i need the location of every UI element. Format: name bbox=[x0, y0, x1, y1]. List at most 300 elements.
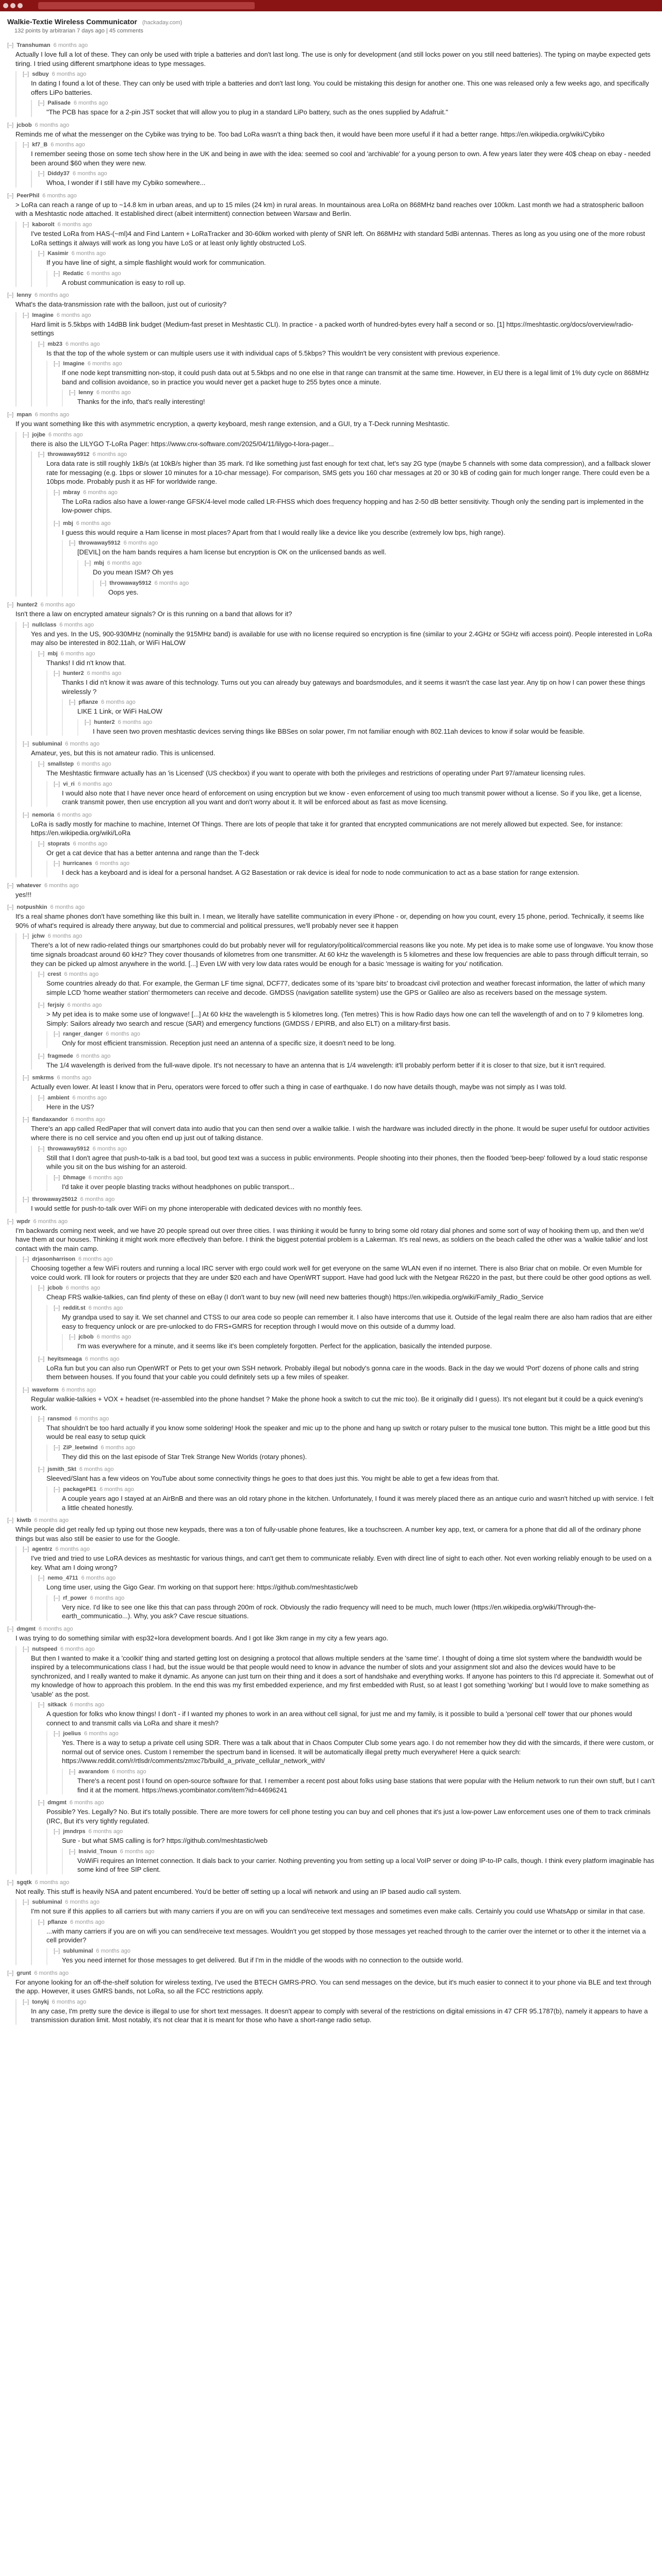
close-window-icon[interactable] bbox=[3, 3, 8, 8]
comment-author[interactable]: throwaway25012 bbox=[32, 1196, 77, 1203]
comment-replies bbox=[31, 1575, 655, 1621]
comment-text: "The PCB has space for a 2-pin JST socket that will allow you to plug in a standard LiPo battery, such as the ones supplied by Adafruit." bbox=[46, 108, 449, 116]
comment-author[interactable]: tonykj bbox=[32, 1998, 49, 2005]
collapse-toggle[interactable]: [–] bbox=[38, 1575, 45, 1582]
collapse-toggle[interactable]: [–] bbox=[23, 811, 29, 818]
comment-meta bbox=[69, 540, 655, 546]
comment-age[interactable]: 6 months ago bbox=[123, 540, 158, 547]
comment-text: Yes you need internet for those messages to get delivered. But if I'm in the middle of the woods with no connection to the outside world. bbox=[62, 1956, 464, 1964]
comment-age[interactable]: 6 months ago bbox=[65, 741, 100, 748]
comment-age[interactable]: 6 months ago bbox=[88, 1305, 123, 1312]
collapse-toggle[interactable]: [–] bbox=[54, 781, 60, 787]
comment-author[interactable]: nutspeed bbox=[32, 1646, 58, 1652]
comment-age[interactable]: 6 months ago bbox=[90, 1595, 125, 1601]
comment-author[interactable]: mpan bbox=[16, 412, 32, 418]
comment-author[interactable]: fragmede bbox=[47, 1053, 73, 1059]
comment-age[interactable]: 6 months ago bbox=[38, 1625, 73, 1632]
comment bbox=[7, 883, 655, 900]
collapse-toggle[interactable]: [–] bbox=[38, 1800, 45, 1806]
comment-age[interactable]: 6 months ago bbox=[154, 580, 189, 586]
collapse-toggle[interactable]: [–] bbox=[7, 42, 14, 48]
comment-age[interactable]: 6 months ago bbox=[56, 312, 91, 318]
collapse-toggle[interactable]: [–] bbox=[85, 719, 91, 725]
collapse-toggle[interactable]: [–] bbox=[38, 650, 45, 657]
collapse-toggle[interactable]: [–] bbox=[54, 860, 60, 867]
comment-author[interactable]: dmgmt bbox=[16, 1625, 36, 1632]
collapse-toggle[interactable]: [–] bbox=[69, 1334, 76, 1341]
comment-age[interactable]: 6 months ago bbox=[65, 1285, 101, 1292]
comment bbox=[38, 651, 655, 736]
comment-author[interactable]: jcbob bbox=[78, 1334, 94, 1341]
comment-author[interactable]: ferjsiy bbox=[47, 1002, 64, 1009]
collapse-toggle[interactable]: [–] bbox=[69, 1768, 76, 1775]
comment bbox=[23, 222, 655, 287]
comment-author[interactable]: ransmod bbox=[47, 1415, 72, 1422]
comment-author[interactable]: subluminal bbox=[32, 1899, 62, 1906]
collapse-toggle[interactable]: [–] bbox=[7, 292, 14, 299]
comment bbox=[23, 933, 655, 1070]
collapse-toggle[interactable]: [–] bbox=[7, 1517, 14, 1524]
comment bbox=[54, 270, 655, 287]
comment-meta bbox=[38, 651, 655, 657]
comment-replies bbox=[46, 1175, 655, 1192]
collapse-toggle[interactable]: [–] bbox=[7, 1970, 14, 1976]
comment-age[interactable]: 6 months ago bbox=[81, 1575, 116, 1582]
comment-age[interactable]: 6 months ago bbox=[65, 1899, 100, 1906]
comment-age[interactable]: 6 months ago bbox=[76, 760, 111, 767]
collapse-toggle[interactable]: [–] bbox=[23, 621, 29, 628]
comment-meta bbox=[23, 1196, 655, 1202]
comment-text: I would also note that I have never once heard of enforcement on using encryption but we know - even enforcement of using too much transmit power without a license. So if you like, get a license, crank transmit power, then use encryption all you want and don't worry about it. It will be enforced about as fast as move licensing. bbox=[62, 789, 642, 806]
comment-author[interactable]: jcbob bbox=[16, 122, 32, 128]
comment-author[interactable]: Imagine bbox=[32, 312, 54, 318]
comment-age[interactable]: 6 months ago bbox=[76, 1053, 111, 1059]
comment-age[interactable]: 6 months ago bbox=[74, 1415, 109, 1422]
comment-text: Possible? Yes. Legally? No. But it's totally possible. There are more towers for cell phone testing you can buy and cell phones that it's just a low-power Law enforcement uses one of them to track criminals (IRC, But it's very tightly regulated. bbox=[46, 1808, 651, 1825]
comment-meta bbox=[54, 1445, 655, 1451]
comment-age[interactable]: 6 months ago bbox=[70, 1702, 105, 1708]
collapse-toggle[interactable]: [–] bbox=[38, 1919, 45, 1925]
comment-age[interactable]: 6 months ago bbox=[47, 933, 82, 940]
comment-author[interactable]: lenny bbox=[16, 292, 31, 299]
comment-author[interactable]: sgqtk bbox=[16, 1879, 32, 1886]
comment-age[interactable]: 6 months ago bbox=[111, 1768, 146, 1775]
collapse-toggle[interactable]: [–] bbox=[54, 1486, 60, 1493]
comment-author[interactable]: packagePE1 bbox=[63, 1486, 97, 1493]
comment-age[interactable]: 6 months ago bbox=[71, 250, 106, 257]
comment-author[interactable]: waveform bbox=[32, 1386, 59, 1393]
collapse-toggle[interactable]: [–] bbox=[23, 741, 29, 748]
collapse-toggle[interactable]: [–] bbox=[38, 1466, 45, 1473]
comment-age[interactable]: 6 months ago bbox=[70, 1919, 105, 1925]
comment-text: > LoRa can reach a range of up to ~14.8 km in urban areas, and up to 15 miles (24 km) in rural areas. In mountainous area LoRa on 868MHz band reaches over 100km. Last month we had a stratospheric balloon with a Meshtastic node attached. It established direct (albeit intermittent) connection between Warsaw and Berlin. bbox=[15, 200, 644, 218]
collapse-toggle[interactable]: [–] bbox=[54, 1031, 60, 1038]
comment-text: I would settle for push-to-talk over WiFi on my phone interoperable with dedicated devices with no monthly fees. bbox=[31, 1205, 363, 1213]
collapse-toggle[interactable]: [–] bbox=[23, 1998, 29, 2005]
comment-replies bbox=[46, 860, 655, 877]
comment-age[interactable]: 6 months ago bbox=[92, 451, 127, 458]
comment bbox=[7, 1879, 655, 1965]
collapse-toggle[interactable]: [–] bbox=[38, 1002, 45, 1009]
comment bbox=[7, 904, 655, 1213]
comment-author[interactable]: avarandom bbox=[78, 1768, 109, 1775]
comment-age[interactable]: 6 months ago bbox=[96, 1947, 130, 1954]
comment-age[interactable]: 6 months ago bbox=[42, 192, 77, 199]
comment-age[interactable]: 6 months ago bbox=[78, 1256, 113, 1263]
comment-author[interactable]: joelius bbox=[63, 1731, 81, 1737]
comment-age[interactable]: 6 months ago bbox=[96, 389, 131, 396]
collapse-toggle[interactable]: [–] bbox=[23, 1116, 29, 1123]
comment-age[interactable]: 6 months ago bbox=[86, 270, 121, 277]
comment-author[interactable]: Kasimir bbox=[47, 250, 69, 257]
collapse-toggle[interactable]: [–] bbox=[38, 971, 45, 978]
collapse-toggle[interactable]: [–] bbox=[54, 270, 60, 277]
comment-age[interactable]: 6 months ago bbox=[53, 42, 88, 48]
comment-meta bbox=[100, 580, 655, 586]
comment-age[interactable]: 6 months ago bbox=[61, 1386, 96, 1393]
comment-replies bbox=[31, 250, 655, 287]
comment-age[interactable]: 6 months ago bbox=[80, 1196, 115, 1203]
comment-age[interactable]: 6 months ago bbox=[87, 670, 122, 677]
comment-author[interactable]: whatever bbox=[16, 882, 41, 889]
comment-author[interactable]: vi_ri bbox=[63, 781, 75, 787]
collapse-toggle[interactable]: [–] bbox=[23, 1899, 29, 1906]
comment bbox=[54, 860, 655, 877]
collapse-toggle[interactable]: [–] bbox=[54, 361, 60, 367]
comment-author[interactable]: Imagine bbox=[63, 361, 85, 367]
minimize-window-icon[interactable] bbox=[10, 3, 15, 8]
comment-author[interactable]: ZiP_leetwind bbox=[63, 1444, 98, 1451]
comment-author[interactable]: nullclass bbox=[32, 621, 57, 628]
comment-meta bbox=[69, 699, 655, 705]
collapse-toggle[interactable]: [–] bbox=[38, 100, 45, 107]
comment-author[interactable]: Dhmage bbox=[63, 1174, 86, 1181]
collapse-toggle[interactable]: [–] bbox=[38, 171, 45, 177]
comment-age[interactable]: 6 months ago bbox=[87, 361, 122, 367]
comment-author[interactable]: ranger_danger bbox=[63, 1031, 103, 1038]
comment-text: If one node kept transmitting non-stop, it could push data out at 5.5kbps and no one else in that range can transmit at the same time. However, in EU there is a legal limit of 1% duty cycle on 868MHz band and collision avoidance, so in practice you would never get a packet huge to 255 bytes once a minute. bbox=[62, 369, 649, 386]
collapse-toggle[interactable]: [–] bbox=[23, 1075, 29, 1081]
comment-text: Cheap FRS walkie-talkies, can find plenty of these on eBay (I don't want to buy new (will need new batteries though) https://en.wikipedia.org/wiki/Family_Radio_Service bbox=[46, 1293, 544, 1301]
comment-author[interactable]: notpushkin bbox=[16, 904, 47, 911]
comment-author[interactable]: Insivid_Tnoun bbox=[78, 1848, 117, 1855]
collapse-toggle[interactable]: [–] bbox=[7, 904, 14, 911]
comment-meta bbox=[7, 1218, 655, 1225]
comment-author[interactable]: mbj bbox=[63, 520, 73, 527]
collapse-toggle[interactable]: [–] bbox=[23, 312, 29, 318]
collapse-toggle[interactable]: [–] bbox=[69, 1848, 76, 1855]
comment-author[interactable]: hunter2 bbox=[94, 719, 115, 725]
collapse-toggle[interactable]: [–] bbox=[69, 540, 76, 547]
comment-text: It's a real shame phones don't have something like this built in. I mean, we literally have satellite communication in every iPhone - or, depending on how you count, every 15 phone, period. Technically, it seems like 90% of what's required is already there anyway, but due to commercial and political pressures, we'll probably never see it happen bbox=[15, 912, 644, 929]
comment-author[interactable]: Diddy37 bbox=[47, 171, 70, 177]
comment-age[interactable]: 6 months ago bbox=[83, 489, 118, 496]
comment-replies bbox=[15, 71, 655, 117]
collapse-toggle[interactable]: [–] bbox=[7, 122, 14, 128]
comment-author[interactable]: subluminal bbox=[32, 741, 62, 748]
comment-author[interactable]: heyitsmeaga bbox=[47, 1355, 82, 1362]
comment-age[interactable]: 6 months ago bbox=[40, 602, 75, 608]
comment-author[interactable]: flandaxandor bbox=[32, 1116, 68, 1123]
collapse-toggle[interactable]: [–] bbox=[23, 933, 29, 940]
collapse-toggle[interactable]: [–] bbox=[54, 520, 60, 527]
collapse-toggle[interactable]: [–] bbox=[7, 602, 14, 608]
comment-age[interactable]: 6 months ago bbox=[34, 1517, 69, 1524]
comment bbox=[38, 1416, 655, 1462]
comment-replies bbox=[15, 622, 655, 877]
collapse-toggle[interactable]: [–] bbox=[54, 1174, 60, 1181]
collapse-toggle[interactable]: [–] bbox=[7, 192, 14, 199]
collapse-toggle[interactable]: [–] bbox=[38, 1285, 45, 1292]
maximize-window-icon[interactable] bbox=[18, 3, 23, 8]
comment-age[interactable]: 6 months ago bbox=[67, 1002, 102, 1009]
comment-age[interactable]: 6 months ago bbox=[79, 1466, 114, 1473]
collapse-toggle[interactable]: [–] bbox=[38, 1702, 45, 1708]
collapse-toggle[interactable]: [–] bbox=[54, 1947, 60, 1954]
thread-title-link[interactable]: Walkie-Textie Wireless Communicator bbox=[7, 18, 137, 26]
comment-age[interactable]: 6 months ago bbox=[69, 1800, 104, 1806]
comment-age[interactable]: 6 months ago bbox=[50, 904, 85, 911]
comment-replies bbox=[46, 1305, 655, 1351]
comment-replies bbox=[62, 1849, 655, 1874]
comment-age[interactable]: 6 months ago bbox=[106, 1031, 140, 1038]
comment-age[interactable]: 6 months ago bbox=[48, 431, 83, 438]
comment-author[interactable]: sdbuy bbox=[32, 71, 49, 78]
comment-author[interactable]: dmgmt bbox=[47, 1800, 67, 1806]
comment-author[interactable]: throwaway5912 bbox=[78, 540, 121, 547]
collapse-toggle[interactable]: [–] bbox=[54, 670, 60, 677]
comment-author[interactable]: jchw bbox=[32, 933, 45, 940]
collapse-toggle[interactable]: [–] bbox=[54, 1595, 60, 1601]
comment-author[interactable]: throwaway5912 bbox=[47, 1145, 90, 1152]
comment-age[interactable]: 6 months ago bbox=[44, 882, 79, 889]
comment-age[interactable]: 6 months ago bbox=[55, 1546, 90, 1553]
comment-author[interactable]: Palisade bbox=[47, 100, 71, 107]
comment-age[interactable]: 6 months ago bbox=[118, 719, 153, 725]
collapse-toggle[interactable]: [–] bbox=[38, 1355, 45, 1362]
comment-text: The 1/4 wavelength is derived from the full-wave dipole. It's not necessary to have an antenna that is 1/4 wavelength: it'll probably perform better if it is closer to that size, but it isn't required. bbox=[46, 1061, 606, 1069]
comment-age[interactable]: 6 months ago bbox=[85, 1355, 120, 1362]
comment-age[interactable]: 6 months ago bbox=[57, 811, 92, 818]
comment-text: The LoRa radios also have a lower-range GFSK/4-level mode called LR-FHSS which does frequency hopping and has 2-50 dB better sensitivity. Though only the sending part is implemented in the low-power chips. bbox=[62, 497, 644, 515]
collapse-toggle[interactable]: [–] bbox=[7, 1218, 14, 1225]
comment-meta bbox=[38, 250, 655, 257]
comment-meta bbox=[38, 1466, 655, 1472]
comment-age[interactable]: 6 months ago bbox=[52, 1998, 87, 2005]
collapse-toggle[interactable]: [–] bbox=[54, 489, 60, 496]
comment-age[interactable]: 6 months ago bbox=[84, 1731, 119, 1737]
comment-text: Regular walkie-talkies + VOX + headset (re-assembled into the phone handset ? Make the phone hook a switch to cut the mic too). Be it originally did I guess). It's not elegant but it could be a quick evening's work. bbox=[31, 1395, 643, 1412]
comment-age[interactable]: 6 months ago bbox=[72, 1094, 107, 1101]
comment-text: ...with many carriers if you are on wifi you can send/receive text messages. Wouldn't you get stopped by those messages yet reached through to the carrier over the internet or to other it the internet via a cell provider? bbox=[46, 1927, 646, 1944]
comment-author[interactable]: jsmith_Skt bbox=[47, 1466, 76, 1473]
collapse-toggle[interactable]: [–] bbox=[23, 1386, 29, 1393]
comment-author[interactable]: mbj bbox=[94, 560, 104, 566]
comment-author[interactable]: stoprats bbox=[47, 840, 70, 847]
collapse-toggle[interactable]: [–] bbox=[54, 1444, 60, 1451]
comment-age[interactable]: 6 months ago bbox=[73, 100, 108, 107]
comment-author[interactable]: jmndrps bbox=[63, 1828, 86, 1835]
comment-author[interactable]: smkrms bbox=[32, 1075, 54, 1081]
comment-text: Isn't there a law on encrypted amateur signals? Or is this running on a band that allows for it? bbox=[15, 610, 292, 618]
comment bbox=[100, 580, 655, 597]
comment-author[interactable]: kiwtb bbox=[16, 1517, 31, 1524]
comment-meta bbox=[7, 1626, 655, 1632]
comment-author[interactable]: jojbe bbox=[32, 431, 45, 438]
collapse-toggle[interactable]: [–] bbox=[23, 71, 29, 78]
collapse-toggle[interactable]: [–] bbox=[38, 760, 45, 767]
comment-age[interactable]: 6 months ago bbox=[33, 1218, 68, 1225]
collapse-toggle[interactable]: [–] bbox=[38, 1415, 45, 1422]
comment-age[interactable]: 6 months ago bbox=[73, 171, 107, 177]
comment-age[interactable]: 6 months ago bbox=[92, 1145, 127, 1152]
comment-author[interactable]: agentrz bbox=[32, 1546, 53, 1553]
comment-age[interactable]: 6 months ago bbox=[35, 122, 70, 128]
comment-meta bbox=[23, 1387, 655, 1393]
comment-author[interactable]: Transhuman bbox=[16, 42, 51, 48]
address-bar[interactable] bbox=[38, 2, 255, 9]
comment-author[interactable]: drjasonharrison bbox=[32, 1256, 75, 1263]
comment-age[interactable]: 6 months ago bbox=[59, 621, 94, 628]
collapse-toggle[interactable]: [–] bbox=[100, 580, 107, 586]
comment-age[interactable]: 6 months ago bbox=[88, 1828, 123, 1835]
comment-author[interactable]: pflanze bbox=[47, 1919, 68, 1925]
collapse-toggle[interactable]: [–] bbox=[38, 1053, 45, 1059]
comment-author[interactable]: kaborolt bbox=[32, 222, 55, 228]
comment-text: I've tested LoRa from HAS-(~ml)4 and Find Lantern + LoRaTracker and 30-60km worked with plenty of SNR left. On 868MHz with standard 5dBi antennas. Theres as long as you using one of the more robust LoRa settings it always will work as long you have LoS or at least only lightly obstructed LoS. bbox=[31, 230, 646, 247]
comment-author[interactable]: subluminal bbox=[63, 1947, 93, 1954]
collapse-toggle[interactable]: [–] bbox=[38, 1094, 45, 1101]
comment-meta bbox=[54, 1595, 655, 1601]
comment-author[interactable]: PeerPhil bbox=[16, 192, 40, 199]
comment-age[interactable]: 6 months ago bbox=[76, 520, 111, 527]
comment-author[interactable]: jcbob bbox=[47, 1285, 63, 1292]
comment-age[interactable]: 6 months ago bbox=[64, 971, 99, 978]
comment-age[interactable]: 6 months ago bbox=[120, 1848, 155, 1855]
comment bbox=[54, 520, 655, 597]
comment-author[interactable]: mbj bbox=[47, 650, 58, 657]
comment-age[interactable]: 6 months ago bbox=[107, 560, 142, 566]
comment-age[interactable]: 6 months ago bbox=[77, 781, 112, 787]
comment-age[interactable]: 6 months ago bbox=[101, 699, 136, 706]
comment-age[interactable]: 6 months ago bbox=[100, 1486, 134, 1493]
comment-age[interactable]: 6 months ago bbox=[65, 341, 100, 347]
collapse-toggle[interactable]: [–] bbox=[7, 412, 14, 418]
comment-meta bbox=[54, 1305, 655, 1311]
collapse-toggle[interactable]: [–] bbox=[23, 431, 29, 438]
comment-replies bbox=[46, 489, 655, 597]
comment bbox=[7, 42, 655, 117]
comment-author[interactable]: throwaway5912 bbox=[47, 451, 90, 458]
comment-author[interactable]: throwaway5912 bbox=[109, 580, 152, 586]
comment-author[interactable]: nemo_4711 bbox=[47, 1575, 78, 1582]
comment-author[interactable]: sitkack bbox=[47, 1702, 67, 1708]
comment-meta bbox=[7, 1517, 655, 1523]
collapse-toggle[interactable]: [–] bbox=[38, 250, 45, 257]
collapse-toggle[interactable]: [–] bbox=[38, 451, 45, 458]
comment-age[interactable]: 6 months ago bbox=[95, 860, 130, 867]
comment-age[interactable]: 6 months ago bbox=[35, 412, 70, 418]
comment-author[interactable]: ambient bbox=[47, 1094, 70, 1101]
comment-author[interactable]: hunter2 bbox=[63, 670, 84, 677]
comment-author[interactable]: mbray bbox=[63, 489, 80, 496]
collapse-toggle[interactable]: [–] bbox=[54, 1828, 60, 1835]
comment-text: My grandpa used to say it. We set channel and CTSS to our area code so people can remember it. I also have intercoms that use it. Outside of the legal realm there are also ham radios that are either easy to frequency unlock or are pre-unlocked to do FRS+GMRS for reception through I would move on this outside of a dummy load. bbox=[62, 1313, 653, 1330]
collapse-toggle[interactable]: [–] bbox=[23, 1546, 29, 1553]
comment-age[interactable]: 6 months ago bbox=[60, 650, 95, 657]
comment-author[interactable]: wpdr bbox=[16, 1218, 30, 1225]
collapse-toggle[interactable]: [–] bbox=[23, 1646, 29, 1652]
comment-author[interactable]: lenny bbox=[78, 389, 93, 396]
comment-author[interactable]: hunter2 bbox=[16, 602, 38, 608]
comment-age[interactable]: 6 months ago bbox=[51, 142, 85, 148]
comment-author[interactable]: nemoria bbox=[32, 811, 55, 818]
comment-age[interactable]: 6 months ago bbox=[101, 1444, 136, 1451]
collapse-toggle[interactable]: [–] bbox=[38, 1145, 45, 1152]
collapse-toggle[interactable]: [–] bbox=[23, 142, 29, 148]
collapse-toggle[interactable]: [–] bbox=[69, 699, 76, 706]
comment-replies bbox=[31, 1285, 655, 1381]
comment-author[interactable]: kf7_B bbox=[32, 142, 48, 148]
comment-text: Thanks for the info, that's really interesting! bbox=[77, 398, 205, 406]
comment-author[interactable]: rf_power bbox=[63, 1595, 87, 1601]
comment-author[interactable]: reddit.st bbox=[63, 1305, 86, 1312]
window-controls bbox=[3, 3, 23, 8]
collapse-toggle[interactable]: [–] bbox=[54, 1731, 60, 1737]
comment-author[interactable]: hurricanes bbox=[63, 860, 92, 867]
comment-age[interactable]: 6 months ago bbox=[52, 71, 87, 78]
comment-age[interactable]: 6 months ago bbox=[57, 1075, 92, 1081]
comment-age[interactable]: 6 months ago bbox=[35, 1879, 70, 1886]
comment-age[interactable]: 6 months ago bbox=[34, 292, 69, 299]
comment-meta bbox=[38, 1002, 655, 1008]
collapse-toggle[interactable]: [–] bbox=[38, 840, 45, 847]
collapse-toggle[interactable]: [–] bbox=[54, 1305, 60, 1312]
collapse-toggle[interactable]: [–] bbox=[23, 222, 29, 228]
comment-author[interactable]: crest bbox=[47, 971, 61, 978]
comment-age[interactable]: 6 months ago bbox=[88, 1174, 123, 1181]
comment-age[interactable]: 6 months ago bbox=[60, 1646, 95, 1652]
comment-age[interactable]: 6 months ago bbox=[57, 222, 92, 228]
comment-author[interactable]: pflanze bbox=[78, 699, 98, 706]
collapse-toggle[interactable]: [–] bbox=[7, 1879, 14, 1886]
comment-age[interactable]: 6 months ago bbox=[96, 1334, 131, 1341]
comment-author[interactable]: Redatic bbox=[63, 270, 84, 277]
thread-domain[interactable]: (hackaday.com) bbox=[142, 20, 183, 26]
collapse-toggle[interactable]: [–] bbox=[7, 1625, 14, 1632]
collapse-toggle[interactable]: [–] bbox=[23, 1256, 29, 1263]
comment-text: Thanks I did n't know it was aware of this technology. Turns out you can already buy gateways and boardsmodules, and it seems it wasn't the case last year. Any tip on how I can power these things wirelessly ? bbox=[62, 679, 646, 696]
comment-meta bbox=[23, 741, 655, 747]
comment-meta bbox=[54, 489, 655, 496]
collapse-toggle[interactable]: [–] bbox=[85, 560, 91, 566]
comment-author[interactable]: mb23 bbox=[47, 341, 62, 347]
comment-replies bbox=[46, 1948, 655, 1965]
comment bbox=[38, 1002, 655, 1048]
collapse-toggle[interactable]: [–] bbox=[7, 882, 14, 889]
comment-meta bbox=[38, 1356, 655, 1362]
comment-meta bbox=[54, 1486, 655, 1493]
comment-age[interactable]: 6 months ago bbox=[71, 1116, 105, 1123]
comment-replies bbox=[15, 312, 655, 406]
comment-age[interactable]: 6 months ago bbox=[34, 1970, 69, 1976]
collapse-toggle[interactable]: [–] bbox=[38, 341, 45, 347]
comment-author[interactable]: grunt bbox=[16, 1970, 31, 1976]
comment-age[interactable]: 6 months ago bbox=[73, 840, 108, 847]
collapse-toggle[interactable]: [–] bbox=[69, 389, 76, 396]
comment-author[interactable]: smallstep bbox=[47, 760, 74, 767]
collapse-toggle[interactable]: [–] bbox=[23, 1196, 29, 1203]
